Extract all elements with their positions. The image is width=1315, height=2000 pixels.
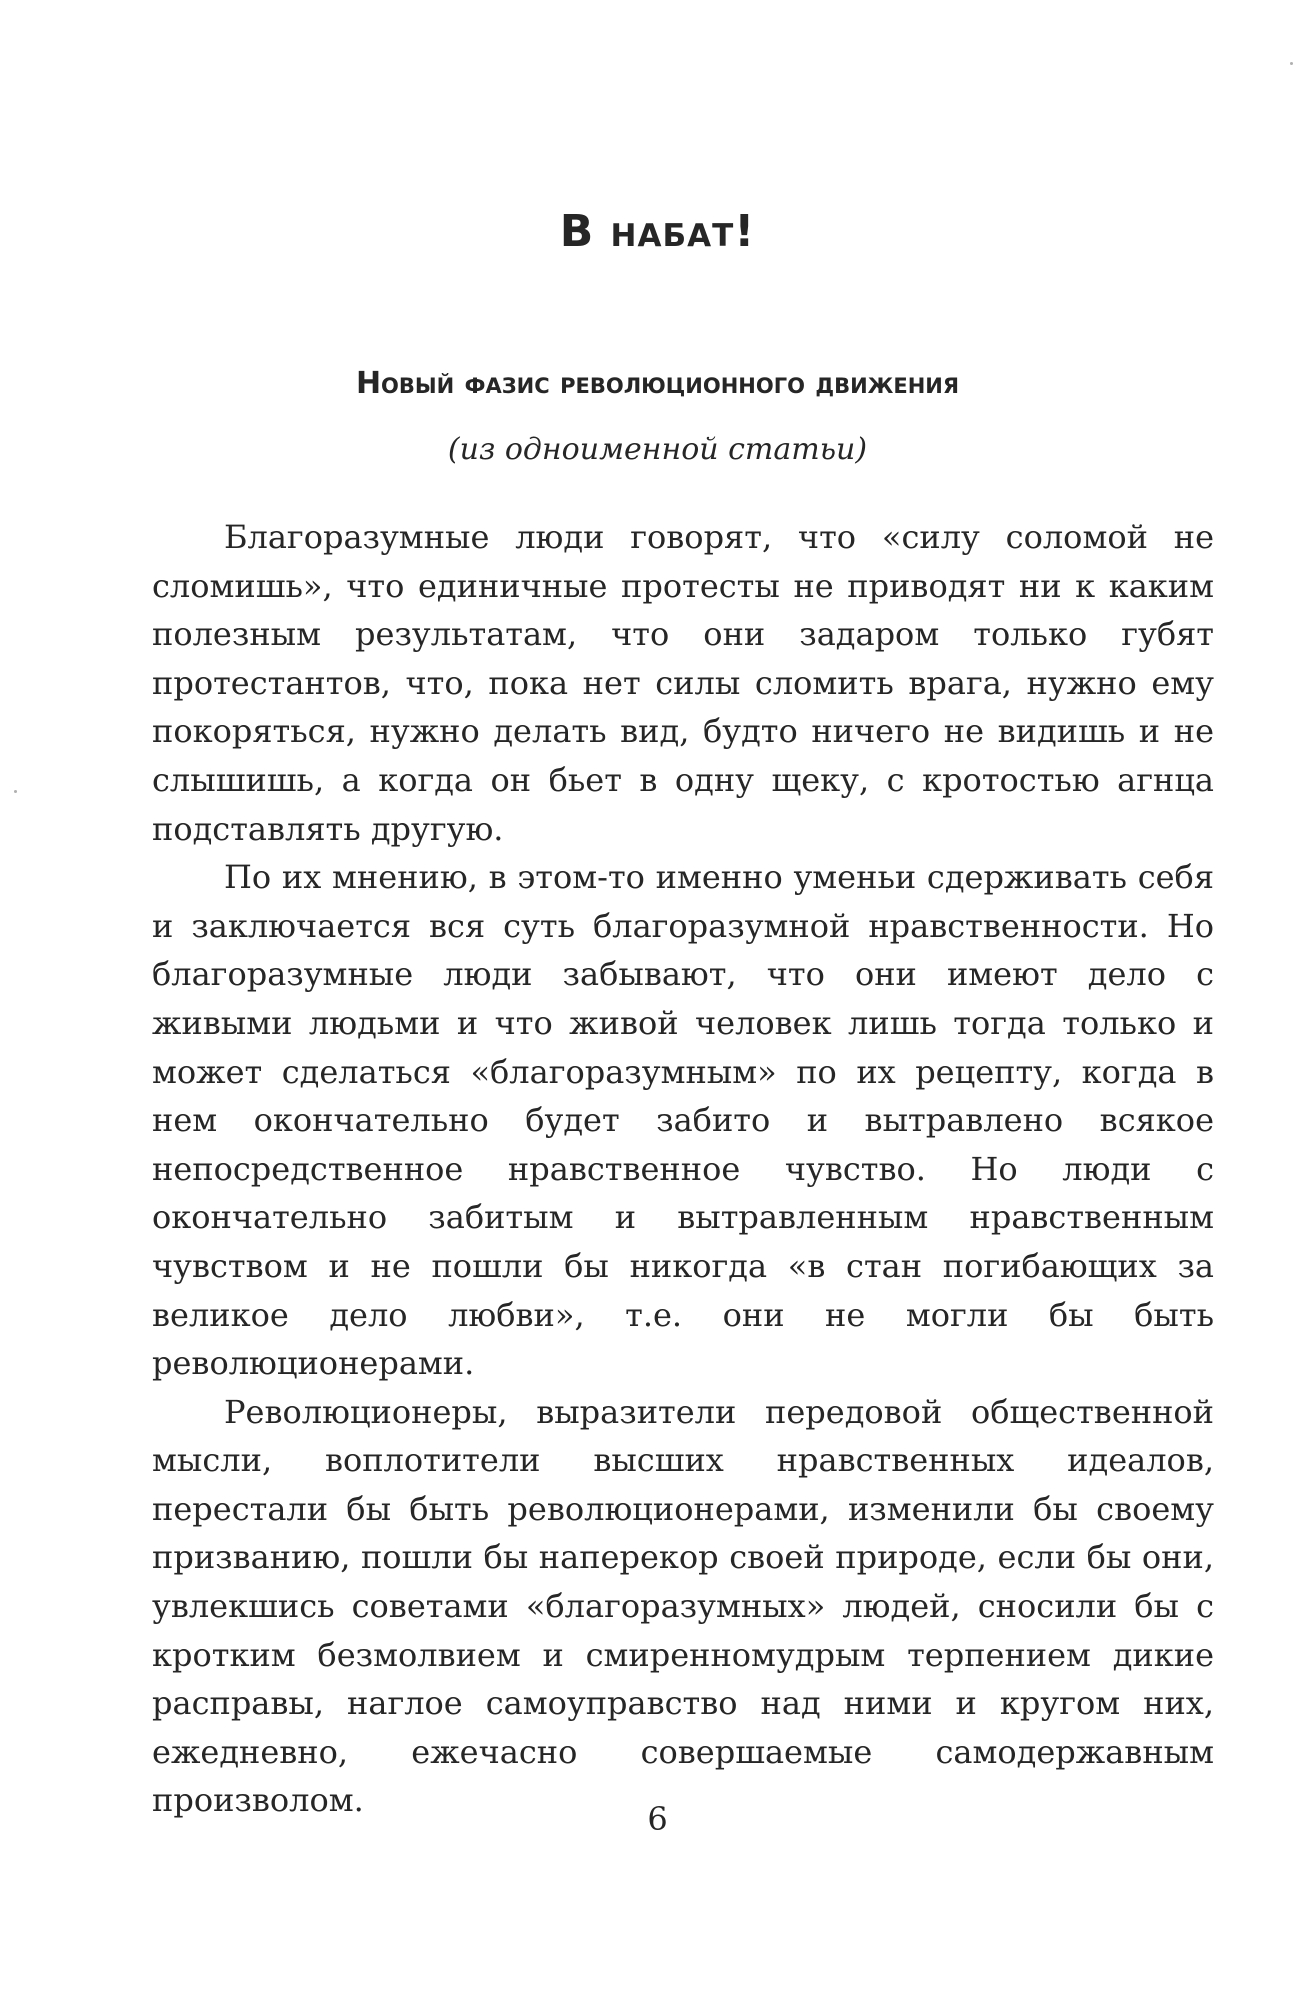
paragraph-2: По их мнению, в этом-то именно уменьи сдерживать себя и заключается вся суть благоразумной нравственности. Но благоразумные люди забывают, что они имеют дело с живыми людьми и что живой человек лишь тогда только и может сделаться «благоразумным» по их рецепту, когда в нем окончательно будет забито и вытравлено всякое непосредственное нравственное чувство. Но люди с окончательно забитым и вытравленным нравственным чувством и не пошли бы никогда «в стан погибающих за великое дело любви», т.е. они не могли бы быть революционерами.: [152, 858, 1214, 1383]
body-text: [152, 513, 1214, 1825]
paper-speck: [14, 790, 17, 793]
section-title: Новый фазис революционного движения: [355, 366, 960, 401]
chapter-title: В набат!: [559, 206, 756, 257]
paper-speck: [1290, 62, 1293, 65]
page-number: 6: [647, 1800, 668, 1838]
paragraph-3: Революционеры, выразители передовой общественной мысли, воплотители высших нравственных идеалов, перестали бы быть революционерами, изменили бы своему призванию, пошли бы наперекор своей природе, если бы они, увлекшись советами «благоразумных» людей, сносили бы с кротким безмолвием и смиренномудрым терпением дикие расправы, наглое самоуправство над ними и кругом них, ежедневно, ежечасно совершаемые самодержавным произволом.: [152, 1392, 1214, 1820]
section-subtitle: (из одноименной статьи): [447, 432, 868, 467]
paragraph-1: Благоразумные люди говорят, что «силу соломой не сломишь», что единичные протесты не приводят ни к каким полезным результатам, что они задаром только губят протестантов, что, пока нет силы сломить врага, нужно ему покоряться, нужно делать вид, будто ничего не видишь и не слышишь, а когда он бьет в одну щеку, с кротостью агнца подставлять другую.: [152, 518, 1214, 848]
